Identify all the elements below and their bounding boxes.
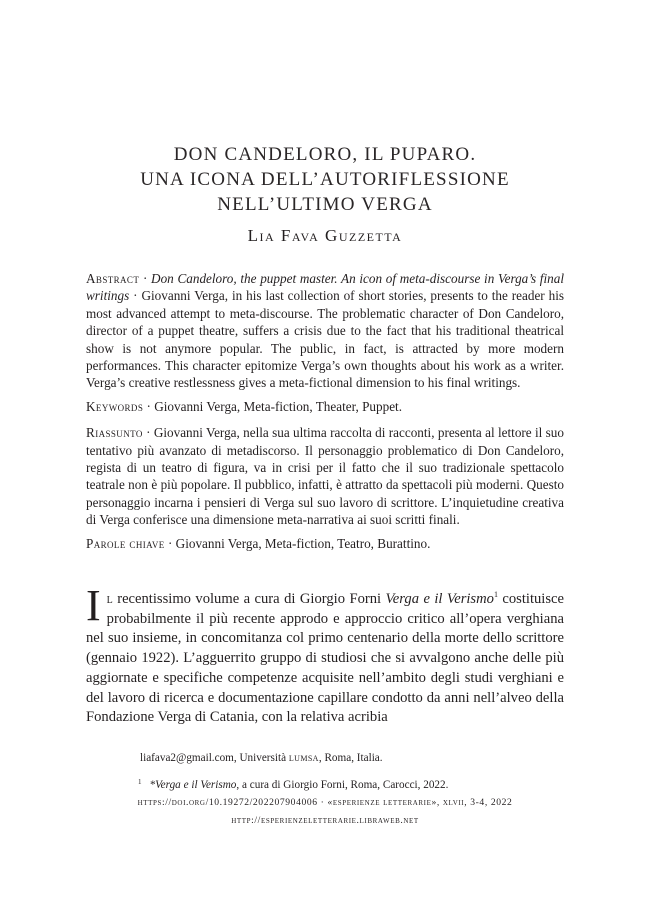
english-title: Don Candeloro, the puppet master. An icon of meta-discourse in Verga’s final writings	[86, 271, 564, 304]
riassunto-label: Riassunto	[86, 425, 143, 441]
parole-chiave-label: Parole chiave	[86, 535, 165, 551]
abstract-paragraph: Abstract · Don Candeloro, the puppet master. An icon of meta-discourse in Verga’s final writings · Giovanni Verga, in his last collection of short stories, presents to the reader his most advanced attempt to meta-discourse. The problematic character of Don Candeloro, director of a puppet theatre, suffers a crisis due to the fact that his traditional theatrical show is not anymore popular. The public, in fact, is attracted by more modern performances. This character epitomize Verga’s own thoughts about his work as a writer. Verga’s creative restlessness gives a meta-fictional dimension to his final writings.	[86, 271, 564, 391]
footnotes	[140, 750, 560, 801]
title-line-3: NELL’ULTIMO VERGA	[217, 194, 433, 215]
footnote-1: $^1$ *Verga e il Verismo, a cura di Giorgio Forni, Roma, Carocci, 2022.	[138, 778, 449, 791]
drop-cap: I	[86, 581, 101, 630]
riassunto-text: Giovanni Verga, nella sua ultima raccolta di racconti, presenta al lettore il suo tentativo più avanzato di metadiscorso. Il personaggio problematico di Don Candeloro, regista di un teatro di figura, va in crisi per il fatto che il suo tradizionale spettacolo teatrale non è più popolare. Il pubblico, infatti, è attratto da spettacoli più moderni. Questo personaggio incarna i pensieri di Verga sul suo lavoro di scrittore. L’inquietudine creativa di Verga conferisce una dimensione meta-narrativa ai suoi scritti finali.	[86, 425, 564, 528]
footnote-ref[interactable]: 1	[493, 590, 498, 599]
parole-chiave-text: Giovanni Verga, Meta-fiction, Teatro, Burattino.	[175, 535, 431, 551]
abstract-label: Abstract	[86, 271, 140, 286]
abstract-block	[86, 270, 564, 552]
affiliation-note: liafava2@gmail.com, Università lumsa, Roma, Italia.	[140, 752, 383, 764]
keywords-text: Giovanni Verga, Meta-fiction, Theater, Puppet.	[154, 398, 403, 414]
doi-line[interactable]: https://doi.org/10.19272/202207904006 · «esperienze letterarie», xlvii, 3-4, 2022	[137, 797, 513, 808]
body-paragraph: Il recentissimo volume a cura di Giorgio Forni Verga e il Verismo$^1$ costituisce probabilmente il più recente approdo e approccio critico all’opera verghiana nel suo insieme, in concomitanza col primo centenario della morte dello scrittore (gennaio 1922). L’agguerrito gruppo di studiosi che si avvalgono anche delle più aggiornate e specifiche competenze acquisite nell’ambito degli studi verghiani e del lavoro di ricerca e documentazione capillare condotto da anni nell’alveo della Fondazione Verga di Catania, con la relativa acribia	[86, 581, 564, 726]
author-name: Lia Fava Guzzetta	[247, 226, 403, 245]
article-title	[60, 142, 590, 217]
journal-url[interactable]: http://esperienzeletterarie.libraweb.net	[231, 815, 419, 826]
book-title: Verga e il Verismo	[385, 591, 494, 607]
lead-in: l	[106, 591, 113, 607]
keywords-label: Keywords	[86, 398, 144, 414]
keywords-paragraph: Keywords · Giovanni Verga, Meta-fiction, Theater, Puppet.	[86, 398, 403, 414]
abstract-text: Giovanni Verga, in his last collection of short stories, presents to the reader his most advanced attempt to meta-discourse. The problematic character of Don Candeloro, director of a puppet theatre, suffers a crisis due to the fact that his traditional theatrical show is not anymore popular. The public, in fact, is attracted by more modern performances. This character epitomize Verga’s own thoughts about his work as a writer. Verga’s creative restlessness gives a meta-fictional dimension to his final writings.	[86, 288, 564, 391]
author-email[interactable]: liafava2@gmail.com, Università	[140, 752, 289, 764]
title-line-1: DON CANDELORO, IL PUPARO.	[173, 144, 477, 165]
body-text	[86, 581, 564, 728]
parole-chiave-paragraph: Parole chiave · Giovanni Verga, Meta-fiction, Teatro, Burattino.	[86, 535, 431, 551]
riassunto-paragraph: Riassunto · Giovanni Verga, nella sua ultima raccolta di racconti, presenta al lettore il suo tentativo più avanzato di metadiscorso. Il personaggio problematico di Don Candeloro, regista di un teatro di figura, va in crisi per il fatto che il suo tradizionale spettacolo teatrale non è più popolare. Il pubblico, infatti, è attratto da spettacoli più moderni. Questo personaggio incarna i pensieri di Verga sul suo lavoro di scrittore. L’inquietudine creativa di Verga conferisce una dimensione meta-narrativa ai suoi scritti finali.	[86, 425, 564, 528]
title-line-2: UNA ICONA DELL’AUTORIFLESSIONE	[140, 169, 510, 190]
